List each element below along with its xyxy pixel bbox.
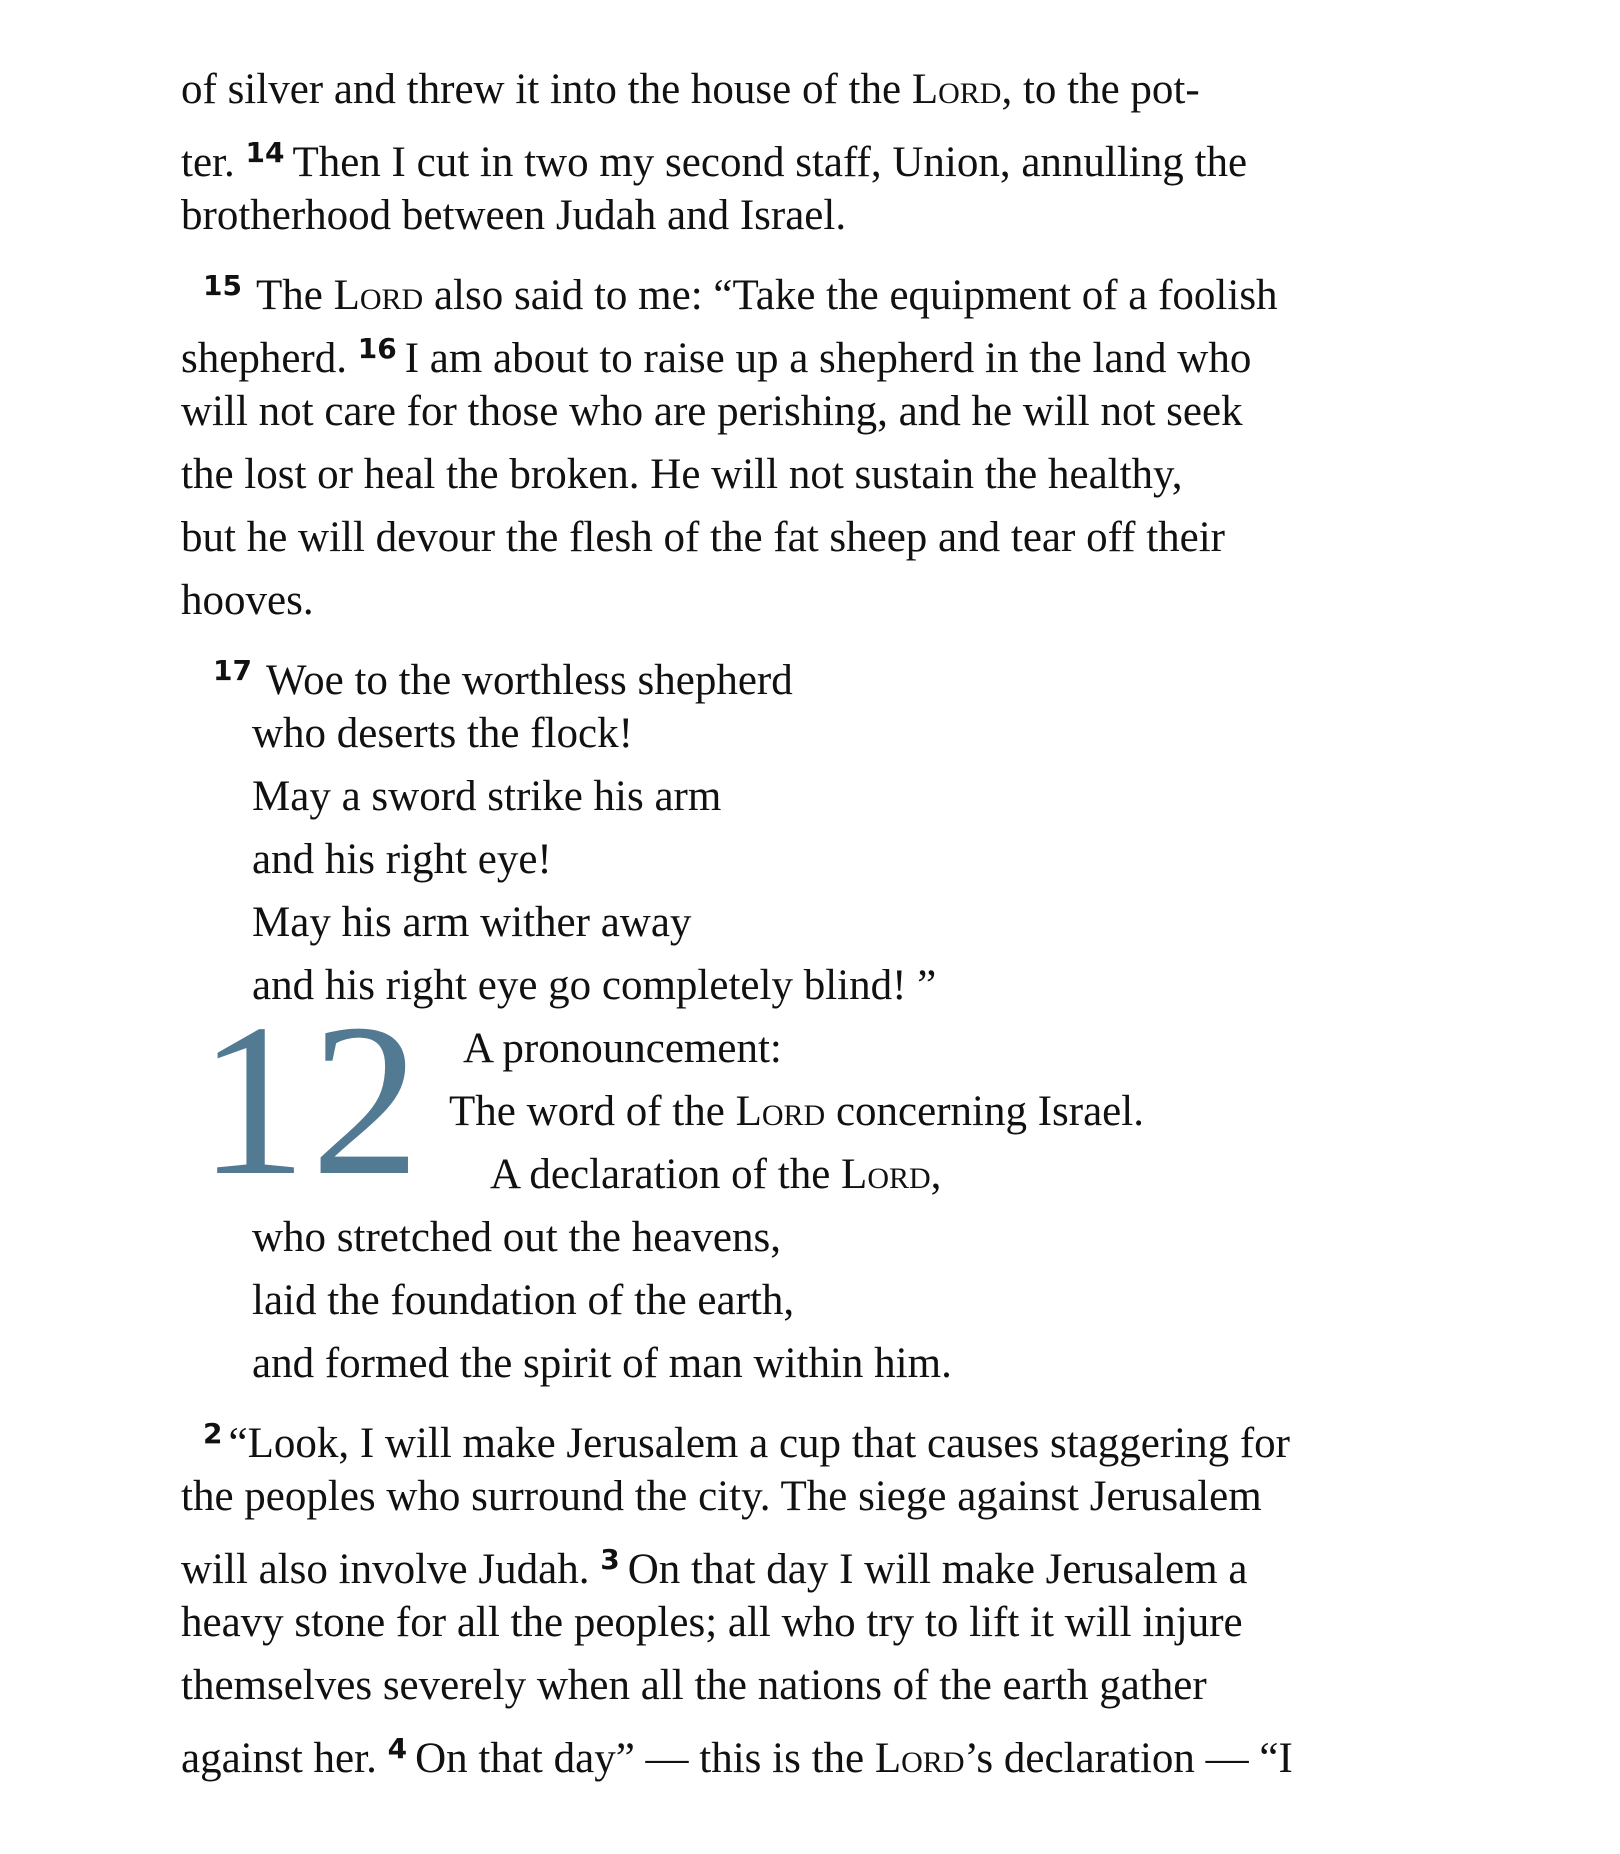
text-line	[0, 1017, 1620, 1080]
verse-text: On that day” — this is the	[415, 1735, 875, 1782]
verse-number: 17	[213, 654, 252, 687]
verse-text: A declaration of the	[490, 1151, 842, 1198]
text-line	[0, 1591, 1620, 1654]
verse-text: “Look, I will make Jerusalem a cup that causes staggering for	[228, 1420, 1290, 1467]
verse-text: May his arm wither away	[252, 899, 692, 946]
divine-name: Lord	[841, 1151, 931, 1198]
verse-text: the peoples who surround the city. The siege against Jerusalem	[181, 1473, 1262, 1520]
text-line	[0, 443, 1620, 506]
verse-text: will also involve Judah.	[181, 1546, 601, 1593]
text-line	[0, 1332, 1620, 1395]
text-line	[0, 954, 1620, 1017]
text-line	[0, 1206, 1620, 1269]
divine-name: Lord	[735, 1088, 826, 1135]
verse-text: May a sword strike his arm	[252, 773, 722, 820]
text-line	[0, 1402, 1620, 1465]
verse-text: who stretched out the heavens,	[252, 1214, 781, 1261]
verse-text: and formed the spirit of man within him.	[252, 1340, 952, 1387]
verse-text: who deserts the flock!	[252, 710, 633, 757]
verse-text: , to the pot-	[1001, 66, 1200, 113]
text-line	[0, 1717, 1620, 1780]
verse-text: and his right eye!	[252, 836, 552, 883]
text-line	[0, 1269, 1620, 1332]
verse-number: 14	[245, 136, 285, 169]
text-line	[0, 58, 1620, 121]
verse-number: 2	[203, 1417, 223, 1450]
verse-text: will not care for those who are perishing, and he will not seek	[181, 388, 1243, 435]
verse-text: I am about to raise up a shepherd in the land who	[404, 335, 1252, 382]
text-line	[0, 1528, 1620, 1591]
verse-text: Then I cut in two my second staff, Union, annulling the	[292, 139, 1248, 186]
text-line	[0, 1465, 1620, 1528]
verse-text: concerning Israel.	[825, 1088, 1144, 1135]
verse-text: laid the foundation of the earth,	[252, 1277, 795, 1324]
verse-text: ter.	[181, 139, 246, 186]
text-line	[0, 1080, 1620, 1143]
verse-text: ’s declaration — “I	[964, 1735, 1293, 1782]
verse-text: ,	[930, 1151, 942, 1198]
text-line	[0, 891, 1620, 954]
verse-text: also said to me: “Take the equipment of a foolish	[423, 272, 1278, 319]
verse-number: 16	[357, 332, 397, 365]
verse-text: On that day I will make Jerusalem a	[627, 1546, 1248, 1593]
text-line	[0, 254, 1620, 317]
verse-text: hooves.	[181, 577, 314, 624]
verse-number: 15	[203, 269, 242, 302]
verse-text: but he will devour the flesh of the fat sheep and tear off their	[181, 514, 1225, 561]
verse-text: heavy stone for all the peoples; all who try to lift it will injure	[181, 1599, 1243, 1646]
text-line	[0, 702, 1620, 765]
text-line	[0, 380, 1620, 443]
text-line	[0, 1143, 1620, 1206]
scripture-text	[0, 58, 1620, 1780]
verse-text: the lost or heal the broken. He will not sustain the healthy,	[181, 451, 1183, 498]
verse-text: The	[255, 272, 334, 319]
text-line	[0, 184, 1620, 247]
verse-text: and his right eye go completely blind! ”	[252, 962, 937, 1009]
verse-text: Woe to the worthless shepherd	[265, 657, 793, 704]
verse-number: 4	[387, 1732, 408, 1765]
text-line	[0, 765, 1620, 828]
verse-text: against her.	[181, 1735, 388, 1782]
verse-text: themselves severely when all the nations of the earth gather	[181, 1662, 1207, 1709]
verse-text: brotherhood between Judah and Israel.	[181, 192, 847, 239]
chapter-drop-cap: 12	[198, 980, 424, 1221]
text-line	[0, 317, 1620, 380]
text-line	[0, 639, 1620, 702]
verse-text: shepherd.	[181, 335, 358, 382]
text-line	[0, 1654, 1620, 1717]
text-line	[0, 828, 1620, 891]
text-line	[0, 121, 1620, 184]
divine-name: Lord	[333, 272, 424, 319]
verse-number: 3	[600, 1543, 620, 1576]
verse-text: of silver and threw it into the house of the	[181, 66, 912, 113]
verse-text: The word of the	[449, 1088, 736, 1135]
divine-name: Lord	[911, 66, 1002, 113]
text-line	[0, 506, 1620, 569]
divine-name: Lord	[874, 1735, 965, 1782]
text-line	[0, 569, 1620, 632]
verse-text: A pronouncement:	[463, 1025, 782, 1072]
